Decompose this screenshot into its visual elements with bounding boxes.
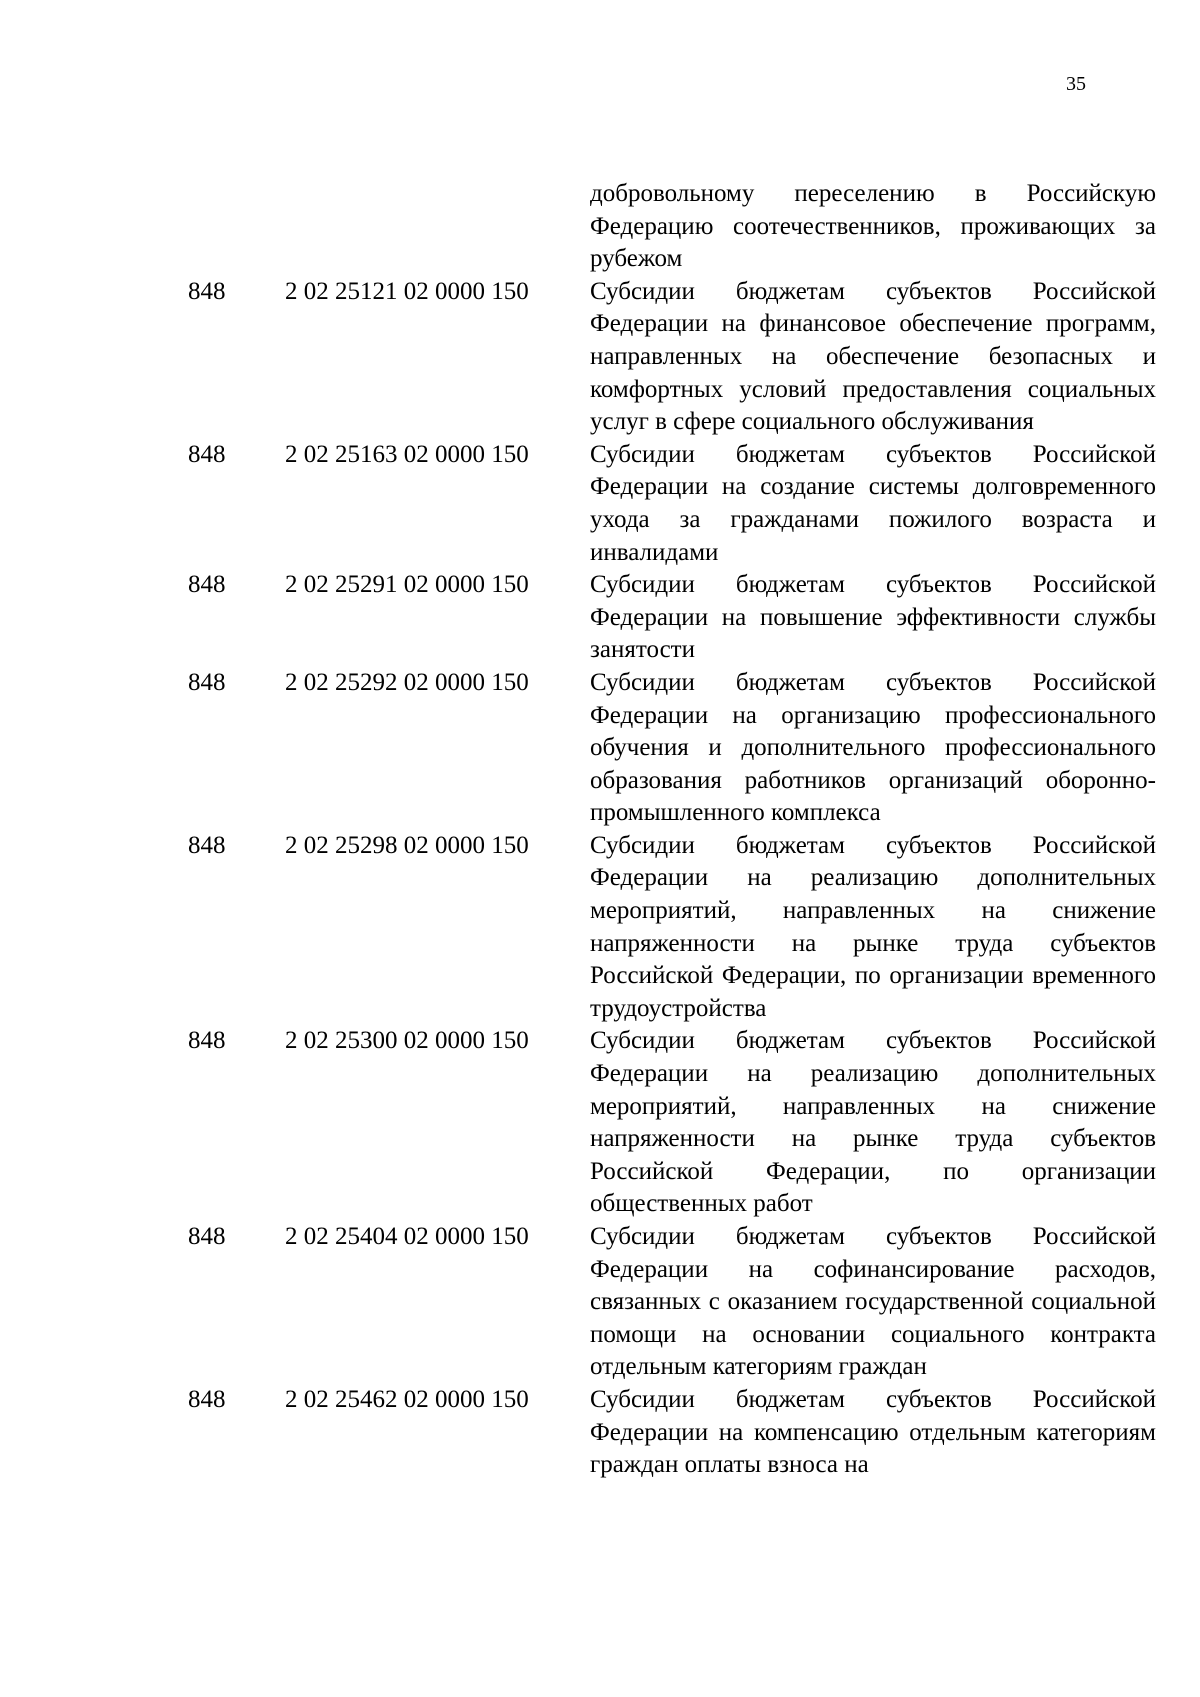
budget-code-cell: 2 02 25292 02 0000 150 (285, 668, 529, 696)
admin-code-cell: 848 (188, 1223, 226, 1250)
table-row (188, 1384, 1156, 1482)
table-row (188, 439, 1156, 569)
budget-code-cell: 2 02 25163 02 0000 150 (285, 440, 529, 468)
admin-code-cell: 848 (188, 1027, 226, 1055)
continuation-row (188, 178, 1156, 276)
admin-code-cell: 848 (188, 668, 226, 696)
description-cell: Субсидии бюджетам субъектов Российской Федерации на организацию профессионального обучения и дополнительного профессионального образования работников организаций оборонно-промышленного комплекса (590, 668, 1156, 827)
table-row (188, 276, 1156, 439)
admin-code-cell: 848 (188, 571, 226, 599)
budget-code-cell: 2 02 25462 02 0000 150 (285, 1385, 529, 1413)
budget-code-cell: 2 02 25300 02 0000 150 (285, 1027, 529, 1055)
description-cell: Субсидии бюджетам субъектов Российской Федерации на компенсацию отдельным категориям граждан оплаты взноса на (590, 1385, 1156, 1479)
continuation-text: добровольному переселению в Российскую Федерацию соотечественников, проживающих за рубежом (590, 180, 1156, 273)
table-row (188, 1221, 1156, 1384)
description-cell: Субсидии бюджетам субъектов Российской Федерации на софинансирование расходов, связанных с оказанием государственной социальной помощи на основании социального контракта отдельным категориям граждан (590, 1223, 1156, 1381)
budget-code-cell: 2 02 25121 02 0000 150 (285, 277, 529, 305)
admin-code-cell: 848 (188, 1385, 226, 1413)
revenue-codes-table (188, 178, 1156, 1482)
admin-code-cell: 848 (188, 277, 226, 305)
table-row (188, 569, 1156, 667)
description-cell: Субсидии бюджетам субъектов Российской Федерации на реализацию дополнительных мероприятий, направленных на снижение напряженности на рынке труда субъектов Российской Федерации, по организации общественных работ (590, 1027, 1156, 1218)
table-row (188, 667, 1156, 830)
description-cell: Субсидии бюджетам субъектов Российской Федерации на финансовое обеспечение программ, направленных на обеспечение безопасных и комфортных условий предоставления социальных услуг в сфере социального обслуживания (590, 277, 1156, 436)
table-row (188, 1025, 1156, 1221)
budget-code-cell: 2 02 25298 02 0000 150 (285, 831, 529, 859)
table-row (188, 830, 1156, 1026)
description-cell: Субсидии бюджетам субъектов Российской Федерации на создание системы долговременного ухода за гражданами пожилого возраста и инвалидами (590, 440, 1156, 566)
admin-code-cell: 848 (188, 831, 226, 859)
budget-code-cell: 2 02 25404 02 0000 150 (285, 1223, 529, 1250)
admin-code-cell: 848 (188, 440, 226, 468)
budget-code-cell: 2 02 25291 02 0000 150 (285, 571, 529, 599)
description-cell: Субсидии бюджетам субъектов Российской Федерации на реализацию дополнительных мероприятий, направленных на снижение напряженности на рынке труда субъектов Российской Федерации, по организации временного трудоустройства (590, 831, 1156, 1022)
page-number: 35 (1066, 73, 1086, 95)
description-cell: Субсидии бюджетам субъектов Российской Федерации на повышение эффективности службы занятости (590, 571, 1156, 664)
